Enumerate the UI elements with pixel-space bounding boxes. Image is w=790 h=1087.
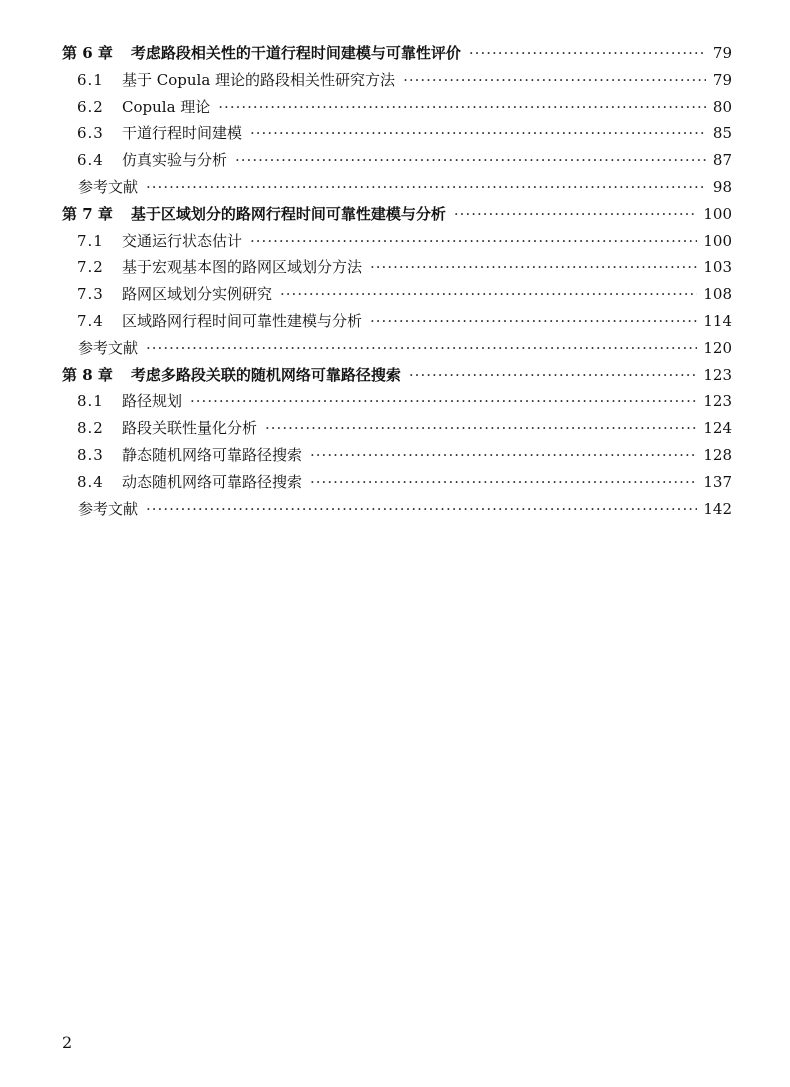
toc-section-entry: [62, 254, 732, 281]
toc-entry-page: 85: [712, 124, 732, 143]
toc-dot-leader: [235, 147, 706, 174]
toc-entry-page: 120: [703, 338, 732, 357]
toc-section-entry: [62, 469, 732, 496]
toc-entry-title: 静态随机网络可靠路径搜索: [122, 445, 303, 464]
table-of-contents: [62, 40, 732, 522]
toc-entry-number: 8.3: [77, 445, 104, 464]
toc-entry-number: 第 8 章: [62, 365, 113, 384]
toc-entry-number: 7.3: [77, 285, 104, 304]
toc-dot-leader: [454, 201, 697, 228]
toc-entry-number: 7.4: [77, 311, 104, 330]
toc-section-entry: [62, 415, 732, 442]
toc-entry-title: 路网区域划分实例研究: [122, 285, 273, 304]
toc-dot-leader: [370, 308, 697, 335]
toc-chapter-entry: [62, 201, 732, 228]
toc-dot-leader: [146, 174, 706, 201]
toc-entry-number: 6.1: [77, 70, 104, 89]
toc-entry-page: 87: [712, 151, 732, 170]
toc-entry-page: 114: [703, 311, 732, 330]
toc-dot-leader: [146, 335, 697, 362]
toc-entry-title: 动态随机网络可靠路径搜索: [122, 472, 303, 491]
page-number: 2: [62, 1033, 73, 1052]
toc-entry-page: 103: [703, 258, 732, 277]
toc-entry-title: 基于区域划分的路网行程时间可靠性建模与分析: [130, 204, 446, 223]
toc-dot-leader: [250, 120, 706, 147]
toc-entry-title: 考虑多路段关联的随机网络可靠路径搜索: [130, 365, 401, 384]
toc-dot-leader: [280, 281, 697, 308]
toc-entry-number: 6.4: [77, 151, 104, 170]
toc-entry-number: 6.3: [77, 124, 104, 143]
toc-dot-leader: [310, 469, 697, 496]
toc-dot-leader: [265, 415, 697, 442]
toc-entry-number: 8.4: [77, 472, 104, 491]
toc-entry-page: 100: [703, 231, 732, 250]
toc-section-entry: [62, 67, 732, 94]
toc-chapter-entry: [62, 40, 732, 67]
toc-entry-number: 6.2: [77, 97, 104, 116]
toc-entry-title: 仿真实验与分析: [122, 151, 228, 170]
toc-entry-number: 8.1: [77, 392, 104, 411]
toc-dot-leader: [469, 40, 706, 67]
toc-entry-number: 7.2: [77, 258, 104, 277]
toc-entry-title: 基于 Copula 理论的路段相关性研究方法: [122, 70, 396, 89]
toc-entry-number: 第 6 章: [62, 44, 113, 62]
toc-entry-title: 参考文献: [78, 177, 139, 196]
toc-entry-number: 7.1: [77, 231, 104, 250]
toc-entry-page: 108: [703, 285, 732, 304]
toc-entry-page: 100: [703, 204, 732, 223]
toc-entry-page: 79: [712, 44, 732, 62]
toc-entry-number: 第 7 章: [62, 204, 113, 223]
toc-references-entry: [62, 174, 732, 201]
toc-entry-page: 124: [703, 419, 732, 438]
toc-dot-leader: [146, 496, 697, 523]
toc-entry-title: 交通运行状态估计: [122, 231, 243, 250]
toc-section-entry: [62, 388, 732, 415]
toc-dot-leader: [370, 254, 697, 281]
toc-entry-page: 142: [703, 499, 732, 518]
toc-entry-page: 128: [703, 445, 732, 464]
toc-entry-title: 干道行程时间建模: [122, 124, 243, 143]
toc-entry-page: 80: [712, 97, 732, 116]
toc-dot-leader: [218, 94, 706, 121]
toc-references-entry: [62, 496, 732, 523]
toc-entry-page: 79: [712, 70, 732, 89]
toc-entry-title: Copula 理论: [122, 97, 211, 116]
toc-entry-title: 基于宏观基本图的路网区域划分方法: [122, 258, 363, 277]
toc-section-entry: [62, 442, 732, 469]
toc-entry-title: 参考文献: [78, 499, 139, 518]
toc-references-entry: [62, 335, 732, 362]
toc-section-entry: [62, 281, 732, 308]
toc-section-entry: [62, 120, 732, 147]
toc-entry-page: 123: [703, 392, 732, 411]
toc-entry-page: 137: [703, 472, 732, 491]
toc-section-entry: [62, 147, 732, 174]
toc-dot-leader: [409, 362, 697, 389]
toc-chapter-entry: [62, 362, 732, 389]
toc-dot-leader: [403, 67, 706, 94]
toc-entry-title: 参考文献: [78, 338, 139, 357]
toc-section-entry: [62, 94, 732, 121]
toc-section-entry: [62, 308, 732, 335]
toc-dot-leader: [250, 228, 697, 255]
toc-entry-title: 路段关联性量化分析: [122, 419, 258, 438]
toc-section-entry: [62, 228, 732, 255]
toc-entry-title: 区域路网行程时间可靠性建模与分析: [122, 311, 363, 330]
toc-entry-title: 路径规划: [122, 392, 183, 411]
toc-entry-page: 98: [712, 177, 732, 196]
toc-entry-title: 考虑路段相关性的干道行程时间建模与可靠性评价: [130, 44, 461, 62]
toc-entry-page: 123: [703, 365, 732, 384]
toc-entry-number: 8.2: [77, 419, 104, 438]
toc-dot-leader: [310, 442, 697, 469]
toc-dot-leader: [190, 388, 697, 415]
